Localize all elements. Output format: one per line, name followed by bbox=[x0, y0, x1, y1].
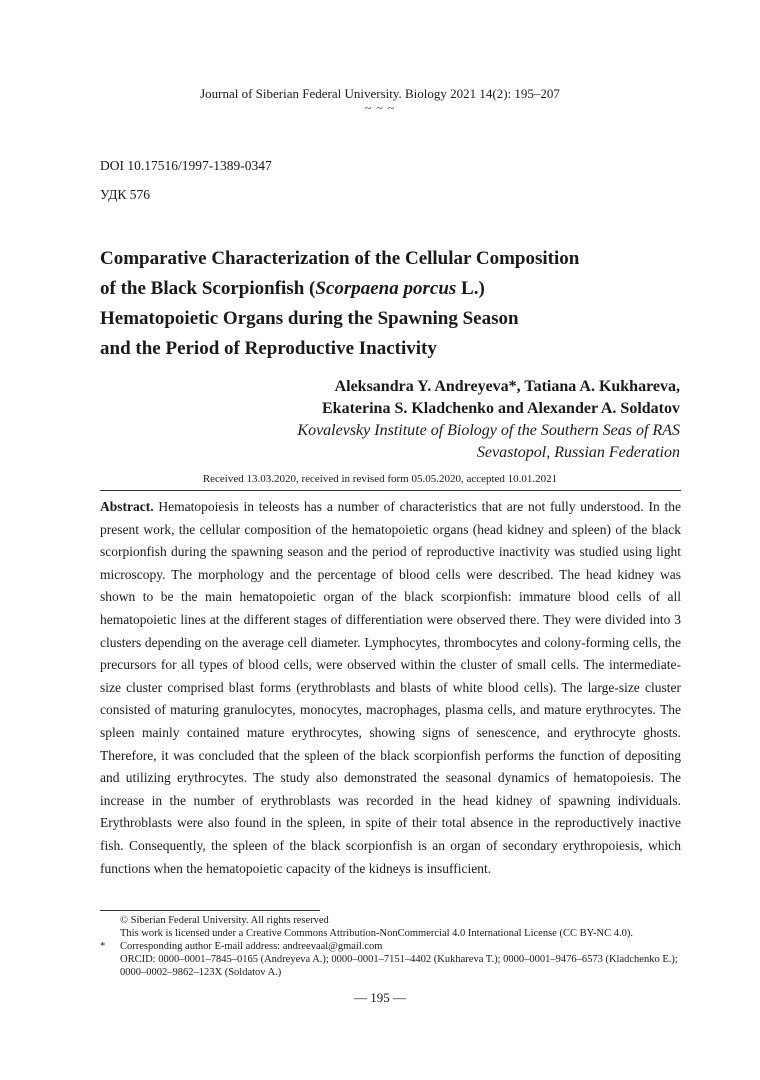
title-line-3: Hematopoietic Organs during the Spawning Season bbox=[100, 308, 519, 329]
copyright-text: © Siberian Federal University. All rights reserved bbox=[120, 915, 329, 926]
header-ornament: ~ ~ ~ bbox=[364, 101, 396, 115]
journal-header: Journal of Siberian Federal University. Biology 2021 14(2): 195–207 bbox=[200, 86, 560, 101]
authors-line-1: Aleksandra Y. Andreyeva*, Tatiana A. Kukhareva, bbox=[334, 378, 680, 395]
doi: DOI 10.17516/1997-1389-0347 bbox=[100, 158, 272, 173]
author-block bbox=[297, 376, 680, 464]
footnote-license bbox=[100, 927, 681, 940]
orcid-text: ORCID: 0000–0001–7845–0165 (Andreyeva A.); 0000–0001–7151–4402 (Kukhareva T.); 0000–0001–9476–6573 (Kladchenko E.); 0000–0002–9862–123X (Soldatov A.) bbox=[120, 954, 678, 978]
title-line-1: Comparative Characterization of the Cellular Composition bbox=[100, 248, 580, 269]
footnote-corresponding bbox=[100, 940, 681, 953]
abstract-label: Abstract. bbox=[100, 499, 154, 514]
footnote-copyright bbox=[100, 914, 681, 927]
authors-line-2: Ekaterina S. Kladchenko and Alexander A. Soldatov bbox=[322, 400, 680, 417]
footnotes bbox=[100, 914, 681, 979]
abstract-text: Hematopoiesis in teleosts has a number of characteristics that are not fully understood. In the present work, the cellular composition of the hematopoietic organs (head kidney and spleen) of the black scorpionfish during the spawning season and the period of reproductive inactivity was studied using light microscopy. The morphology and the percentage of blood cells were described. The head kidney was shown to be the main hematopoietic organ of the black scorpionfish: immature blood cells of all hematopoietic lines at the different stages of differentiation were observed there. They were divided into 3 clusters depending on the average cell diameter. Lymphocytes, thrombocytes and colony-forming cells, the precursors for all types of blood cells, were observed within the cluster of small cells. The intermediate-size cluster comprised blast forms (erythroblasts and blasts of white blood cells). The large-size cluster consisted of maturing granulocytes, monocytes, macrophages, plasma cells, and mature erythrocytes. The spleen mainly contained mature erythrocytes, showing signs of senescence, and erythrocyte ghosts. Therefore, it was concluded that the spleen of the black scorpionfish performs the function of depositing and utilizing erythrocytes. The study also demonstrated the seasonal dynamics of hematopoiesis. The increase in the number of erythroblasts was recorded in the head kidney of spawning individuals. Erythroblasts were also found in the spleen, in spite of their total absence in the reproductively inactive fish. Consequently, the spleen of the black scorpionfish is an organ of secondary erythropoiesis, which functions when the hematopoietic capacity of the kidneys is insufficient. bbox=[100, 499, 681, 876]
title-line-4: and the Period of Reproductive Inactivity bbox=[100, 338, 437, 359]
footnote-divider bbox=[100, 910, 320, 911]
license-text: This work is licensed under a Creative Commons Attribution-NonCommercial 4.0 International License (CC BY-NC 4.0). bbox=[120, 928, 633, 939]
footnote-star: * bbox=[100, 941, 106, 952]
title-line-2 bbox=[100, 274, 680, 304]
abstract bbox=[100, 496, 681, 880]
affiliation-location: Sevastopol, Russian Federation bbox=[476, 444, 680, 461]
affiliation-institute: Kovalevsky Institute of Biology of the Southern Seas of RAS bbox=[297, 422, 680, 439]
abstract-divider bbox=[100, 490, 681, 491]
article-title bbox=[100, 244, 680, 364]
received-dates: Received 13.03.2020, received in revised form 05.05.2020, accepted 10.01.2021 bbox=[202, 473, 558, 485]
page-number: — 195 — bbox=[354, 990, 406, 1005]
title-line-2-end: L.) bbox=[456, 278, 485, 299]
footnote-orcid bbox=[100, 953, 681, 979]
udk-code: УДК 576 bbox=[100, 187, 151, 202]
species-name: Scorpaena porcus bbox=[315, 278, 457, 299]
corresponding-author: Corresponding author E-mail address: andreevaal@gmail.com bbox=[120, 941, 383, 952]
title-line-2-start: of the Black Scorpionfish ( bbox=[100, 278, 316, 299]
